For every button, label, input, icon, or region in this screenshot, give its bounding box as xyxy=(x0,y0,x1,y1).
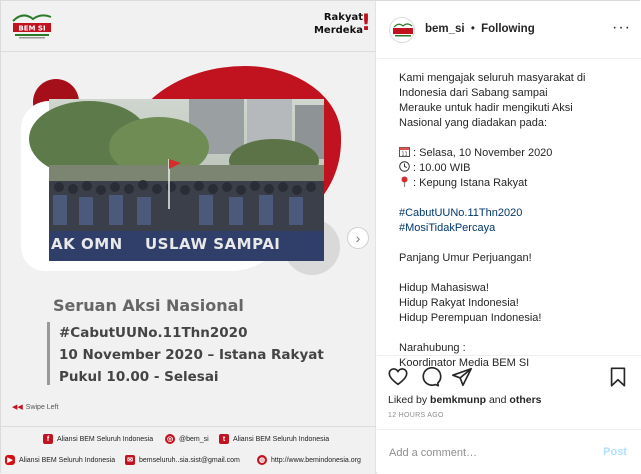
comment-icon[interactable] xyxy=(419,366,441,388)
chevron-right-icon: › xyxy=(355,230,361,246)
following-button[interactable]: Following xyxy=(481,23,535,35)
post-header xyxy=(377,1,641,59)
youtube-icon: ▶ xyxy=(5,455,15,465)
hashtag-link[interactable]: #CabutUUNo.11Thn2020 xyxy=(399,207,523,219)
brand-line-1: Rakyat xyxy=(323,12,363,23)
post-timestamp[interactable]: 12 HOURS AGO xyxy=(388,412,444,419)
footer-twitter-text: Aliansi BEM Seluruh Indonesia xyxy=(233,435,330,443)
avatar[interactable] xyxy=(389,17,415,43)
caption-line: Narahubung : xyxy=(399,342,466,354)
swipe-label: Swipe Left xyxy=(25,403,59,411)
liked-prefix: Liked by xyxy=(388,394,428,406)
caption-line: Kami mengajak seluruh masyarakat di xyxy=(399,72,586,84)
event-details xyxy=(59,322,324,388)
footer-twitter xyxy=(219,434,329,444)
post-headline: Seruan Aksi Nasional xyxy=(53,296,244,315)
heart-icon[interactable] xyxy=(387,366,409,388)
accent-bar xyxy=(47,322,50,385)
calendar-icon xyxy=(399,146,410,157)
send-icon[interactable] xyxy=(451,366,473,388)
event-date-place: 10 November 2020 – Istana Rakyat xyxy=(59,347,324,363)
svg-text:BEM SI: BEM SI xyxy=(18,24,46,33)
caption-line: Nasional yang diadakan pada: xyxy=(399,117,548,129)
footer-youtube xyxy=(5,455,115,465)
footer-website-text: http://www.bemindonesia.org xyxy=(271,456,361,464)
liked-others-link[interactable]: others xyxy=(509,394,542,406)
footer-divider xyxy=(1,426,376,427)
post-details-panel xyxy=(377,1,641,474)
liked-user-link[interactable]: bemkmunp xyxy=(430,394,487,406)
caption-line: Panjang Umur Perjuangan! xyxy=(399,252,532,264)
swipe-hint xyxy=(12,403,58,411)
pushpin-icon xyxy=(399,176,410,187)
photo-banner-text-right: USLAW SAMPAI xyxy=(145,235,281,253)
comment-box xyxy=(377,429,641,474)
instagram-icon: ◎ xyxy=(166,436,174,443)
footer-instagram-text: @bem_si xyxy=(179,435,209,443)
facebook-icon: f xyxy=(43,434,53,444)
mail-icon: ✉ xyxy=(125,455,135,465)
footer-website xyxy=(257,455,361,465)
post-comment-button[interactable]: Post xyxy=(603,446,627,458)
event-hashtag: #CabutUUNo.11Thn2020 xyxy=(59,325,248,341)
more-options-icon[interactable]: ··· xyxy=(612,19,631,36)
globe-icon: ◍ xyxy=(258,457,266,464)
username-link[interactable]: bem_si xyxy=(425,23,465,35)
clock-icon xyxy=(399,161,410,172)
event-time: Pukul 10.00 - Selesai xyxy=(59,369,219,385)
caption-place: : Kepung Istana Rakyat xyxy=(413,177,528,189)
caption-time-row xyxy=(399,161,635,176)
comment-input[interactable] xyxy=(389,444,589,462)
footer-facebook-text: Aliansi BEM Seluruh Indonesia xyxy=(57,435,154,443)
hashtag-link[interactable]: #MosiTidakPercaya xyxy=(399,222,496,234)
bem-si-logo xyxy=(9,9,55,43)
post-caption xyxy=(399,71,635,369)
caption-date-row xyxy=(399,146,635,161)
liked-and: and xyxy=(488,394,507,406)
user-line xyxy=(425,23,535,35)
caption-line: Merauke untuk hadir mengikuti Aksi xyxy=(399,102,573,114)
brand-line-2: Merdeka xyxy=(313,25,363,36)
double-arrow-left-icon: ◀◀ xyxy=(12,404,23,411)
brand-exclamation: ! xyxy=(360,11,371,36)
liked-by xyxy=(388,394,542,406)
protest-photo xyxy=(49,99,324,261)
caption-line: Hidup Mahasiswa! xyxy=(399,282,489,294)
footer-instagram xyxy=(165,434,209,444)
caption-time: : 10.00 WIB xyxy=(413,162,471,174)
caption-line: Hidup Perempuan Indonesia! xyxy=(399,312,542,324)
svg-text:11: 11 xyxy=(401,151,408,158)
post-image xyxy=(1,1,376,474)
rakyat-merdeka-brand xyxy=(313,11,371,37)
next-slide-button[interactable] xyxy=(347,227,369,249)
footer-email-text: bemseluruh..sia.sist@gmail.com xyxy=(139,456,240,464)
caption-place-row xyxy=(399,176,635,191)
post-actions xyxy=(377,355,641,429)
caption-date: : Selasa, 10 November 2020 xyxy=(413,147,553,159)
separator-dot: • xyxy=(470,23,475,35)
twitter-icon: t xyxy=(219,434,229,444)
caption-line: Koordinator Media BEM SI xyxy=(399,357,530,369)
footer-facebook xyxy=(43,434,153,444)
caption-line: Hidup Rakyat Indonesia! xyxy=(399,297,519,309)
footer-youtube-text: Aliansi BEM Seluruh Indonesia xyxy=(19,456,116,464)
footer-email xyxy=(125,455,240,465)
caption-line: Indonesia dari Sabang sampai xyxy=(399,87,548,99)
bookmark-icon[interactable] xyxy=(607,366,629,388)
photo-banner-text-left: AK OMN xyxy=(51,235,123,253)
header-divider xyxy=(1,51,376,52)
